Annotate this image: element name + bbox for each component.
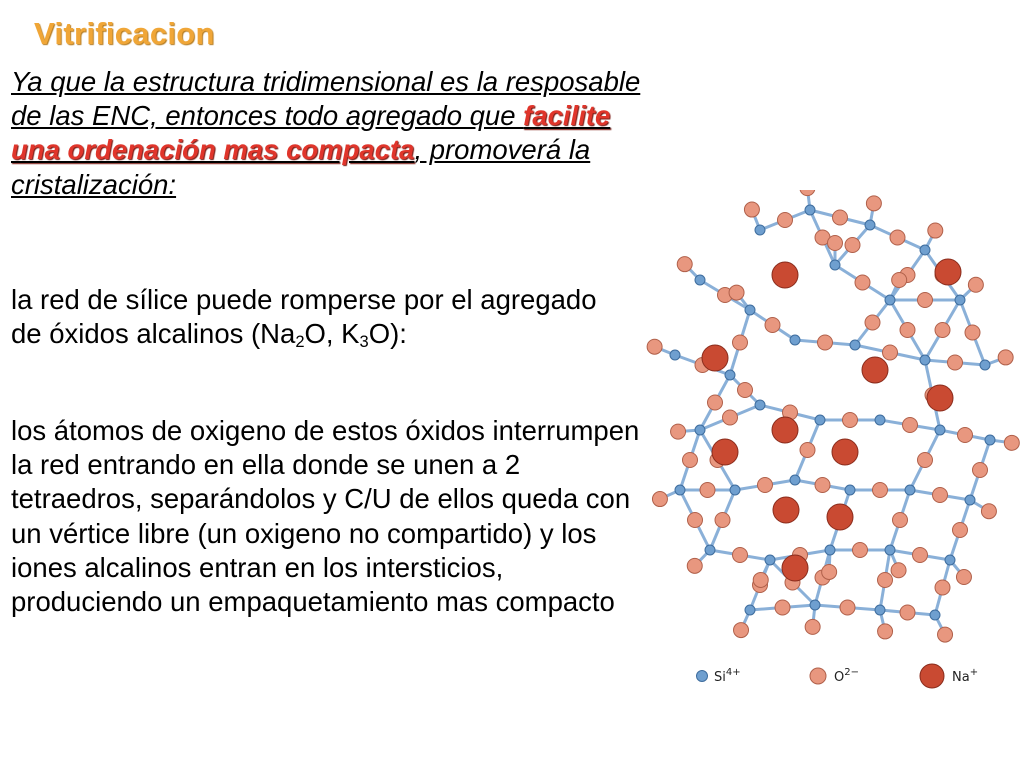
oxygen-atom [840,600,855,615]
oxygen-atom [822,564,837,579]
oxygen-atom [918,453,933,468]
oxygen-atom [828,236,843,251]
oxygen-atom [738,383,753,398]
oxygen-atom [900,323,915,338]
oxygen-atom [833,210,848,225]
silicon-atom [675,485,685,495]
oxygen-atom [671,424,686,439]
silicon-atom [670,350,680,360]
oxygen-atom [933,488,948,503]
silicon-atom [865,220,875,230]
p2-sub-b: 3 [359,333,369,352]
oxygen-atom [688,513,703,528]
oxygen-atom [965,325,980,340]
paragraph-structure-text-b: , promoverá la cristalización: [11,134,591,200]
paragraph-structure [11,65,661,202]
oxygen-atom [968,277,983,292]
oxygen-atom [913,548,928,563]
silicon-atom [945,555,955,565]
paragraph-structure-text-a: Ya que la estructura tridimensional es la resposable de las ENC, entonces todo agregado que [11,66,641,132]
sodium-ion [935,259,961,285]
silicon-atom [920,355,930,365]
highlight-facilite: facilite [523,100,611,132]
oxygen-atom [729,285,744,300]
oxygen-atom [683,453,698,468]
oxygen-atom [845,238,860,253]
oxygen-atom [981,504,996,519]
oxygen-atom [733,548,748,563]
p2-sub-a: 2 [295,333,305,352]
oxygen-atom [855,275,870,290]
oxygen-atom [998,350,1013,365]
oxygen-atom [866,196,881,211]
silicon-atom [845,485,855,495]
silicon-atom [825,545,835,555]
silicon-atom [965,495,975,505]
oxygen-atom [734,623,749,638]
highlight-ordenacion: una ordenación mas compacta [11,134,415,166]
oxygen-atom [744,202,759,217]
oxygen-atom [775,600,790,615]
sodium-ion [712,439,738,465]
oxygen-atom [948,355,963,370]
oxygen-atom [647,339,662,354]
p2-text-a: la red de sílice puede romperse por el agregado de óxidos alcalinos (Na [11,284,597,350]
oxygen-atom [800,443,815,458]
silicon-atom [830,260,840,270]
oxygen-atom [883,345,898,360]
oxygen-atom [938,627,953,642]
oxygen-atom [778,213,793,228]
oxygen-atom [765,318,780,333]
oxygen-atom [890,230,905,245]
silicon-atom [725,370,735,380]
silicon-atom [695,425,705,435]
silicon-atom [935,425,945,435]
oxygen-atom [900,605,915,620]
oxygen-atom [935,580,950,595]
legend-o-label: $O^{2-}$ [834,667,859,685]
oxygen-atom [800,190,815,196]
silicon-atom [745,305,755,315]
p2-text-b: O, K [304,318,360,350]
silicon-atom [905,485,915,495]
legend-na-label: Na+ [952,667,979,685]
sodium-ion [772,417,798,443]
oxygen-atom [928,223,943,238]
silicon-atom [705,545,715,555]
silicon-atom [885,295,895,305]
oxygen-atom [853,543,868,558]
oxygen-atom [893,513,908,528]
oxygen-atom [700,483,715,498]
silicon-atom [875,415,885,425]
silicon-atom [810,600,820,610]
paragraph-oxygen-atoms: los átomos de oxigeno de estos óxidos interrumpen la red entrando en ella donde se unen a 2 tetraedros, separándolos y C/U de ellos queda con un vértice libre (un oxigeno no compartido) y los iones alcalinos entran en los intersticios, produciendo un empaquetamiento mas compacto [11,415,640,618]
legend-si-label: $Si^{4+}$ [714,667,741,685]
oxygen-atom [733,335,748,350]
silicon-atom [850,340,860,350]
sodium-ion [773,497,799,523]
silicon-atom [920,245,930,255]
sodium-ion [772,262,798,288]
oxygen-atom [953,523,968,538]
oxygen-atom [973,463,988,478]
p2-text-c: O): [368,318,407,350]
silicon-atom [805,205,815,215]
oxygen-atom [865,315,880,330]
diagram-legend [697,664,979,688]
sodium-ion [782,555,808,581]
silicon-atom [985,435,995,445]
silicon-atom [875,605,885,615]
oxygen-atom [723,410,738,425]
oxygen-atom [815,478,830,493]
oxygen-atom [753,572,768,587]
silicon-atom [695,275,705,285]
silicon-atom [765,555,775,565]
oxygen-atom [891,563,906,578]
oxygen-atom [903,418,918,433]
oxygen-atom [843,413,858,428]
oxygen-atom [878,624,893,639]
slide-title: Vitrificacion [34,16,215,51]
oxygen-atom [956,570,971,585]
silicon-atom [745,605,755,615]
silicon-atom [955,295,965,305]
oxygen-atom [918,293,933,308]
paragraph-silica-network [11,283,621,351]
oxygen-atom [758,478,773,493]
oxygen-atom [652,492,667,507]
silicon-atom [790,335,800,345]
oxygen-atom [873,483,888,498]
silica-network-diagram [640,190,1024,710]
oxygen-atom [958,428,973,443]
oxygen-atom [892,273,907,288]
silicon-atom [930,610,940,620]
oxygen-atom [687,558,702,573]
oxygen-atom [878,573,893,588]
sodium-ion [927,385,953,411]
silicon-atom [980,360,990,370]
oxygen-atom [708,395,723,410]
oxygen-atom [677,257,692,272]
oxygen-atom [805,619,820,634]
silicon-atom [885,545,895,555]
sodium-ion [702,345,728,371]
silicon-atom [730,485,740,495]
oxygen-atom [715,513,730,528]
oxygen-atom [935,323,950,338]
sodium-ion [862,357,888,383]
legend-o-icon [810,668,826,684]
silicon-atom [815,415,825,425]
legend-si-icon [697,671,708,682]
oxygen-atom [818,335,833,350]
sodium-ion [827,504,853,530]
legend-na-icon [920,664,944,688]
oxygen-atom [1004,435,1019,450]
silicon-atom [755,400,765,410]
sodium-ion [832,439,858,465]
silicon-atom [755,225,765,235]
silicon-atom [790,475,800,485]
